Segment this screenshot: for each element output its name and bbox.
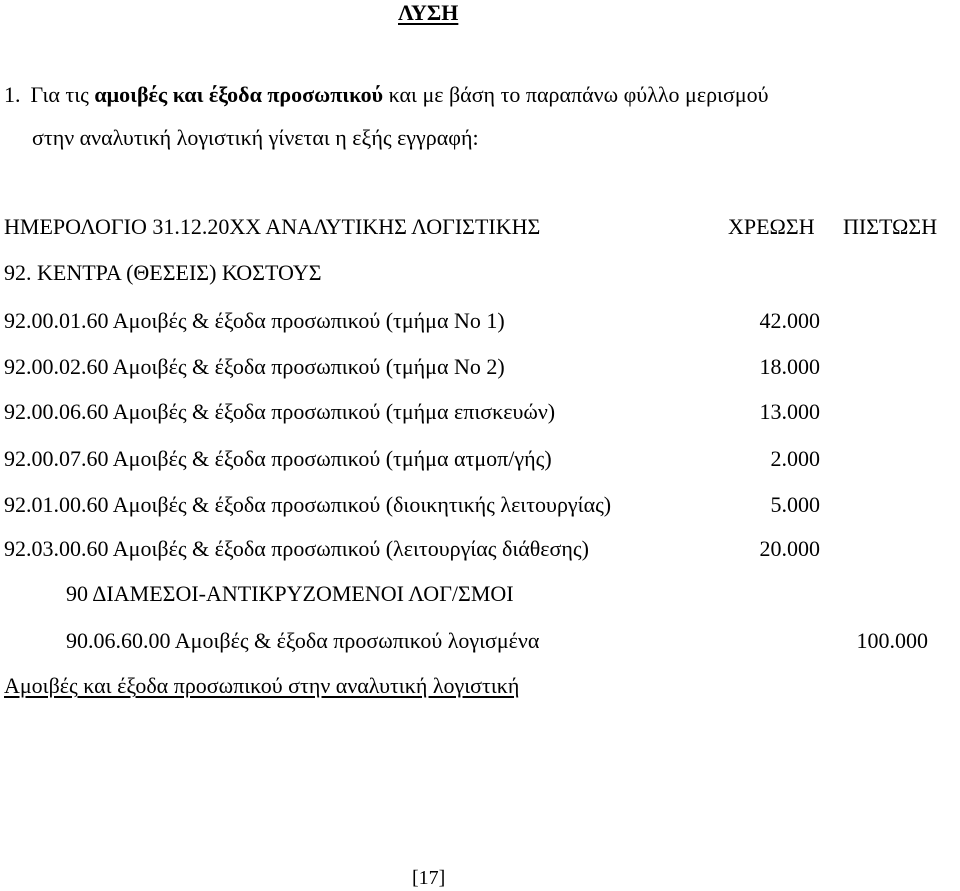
credit-line-account: 90.06.60.00 Αμοιβές & έξοδα προσωπικού λογισμένα [66, 628, 540, 653]
debit-line-account: 92.00.02.60 Αμοιβές & έξοδα προσωπικού (τμήμα Νο 2) [4, 354, 505, 379]
debit-line-account: 92.03.00.60 Αμοιβές & έξοδα προσωπικού (λειτουργίας διάθεσης) [4, 536, 589, 561]
debit-line-amount: 2.000 [770, 446, 820, 471]
page-heading: ΛΥΣΗ [398, 0, 459, 25]
debit-line-amount: 18.000 [759, 354, 820, 379]
intro-line-2: στην αναλυτική λογιστική γίνεται η εξής εγγραφή: [32, 125, 479, 150]
journal-header-debit: ΧΡΕΩΣΗ [728, 214, 815, 239]
entry-description: Αμοιβές και έξοδα προσωπικού στην αναλυτική λογιστική [4, 673, 520, 698]
debit-line-amount: 42.000 [759, 308, 820, 333]
account-group-92: 92. ΚΕΝΤΡΑ (ΘΕΣΕΙΣ) ΚΟΣΤΟΥΣ [4, 260, 322, 285]
debit-line-amount: 5.000 [770, 492, 820, 517]
debit-line-account: 92.00.06.60 Αμοιβές & έξοδα προσωπικού (τμήμα επισκευών) [4, 399, 556, 424]
journal-header-credit: ΠΙΣΤΩΣΗ [843, 214, 938, 239]
debit-line-account: 92.00.07.60 Αμοιβές & έξοδα προσωπικού (τμήμα ατμοπ/γής) [4, 446, 552, 471]
account-group-90: 90 ΔΙΑΜΕΣΟΙ-ΑΝΤΙΚΡΥΖΟΜΕΝΟΙ ΛΟΓ/ΣΜΟΙ [66, 581, 514, 606]
intro-number: 1. [4, 82, 21, 107]
debit-line-amount: 20.000 [759, 536, 820, 561]
debit-line-account: 92.00.01.60 Αμοιβές & έξοδα προσωπικού (τμήμα Νο 1) [4, 308, 505, 333]
journal-header-title: ΗΜΕΡΟΛΟΓΙΟ 31.12.20ΧΧ ΑΝΑΛΥΤΙΚΗΣ ΛΟΓΙΣΤΙΚΗΣ [4, 214, 541, 239]
credit-line-amount: 100.000 [856, 628, 928, 653]
intro-text-part1: Για τις [30, 82, 95, 107]
debit-line-account: 92.01.00.60 Αμοιβές & έξοδα προσωπικού (διοικητικής λειτουργίας) [4, 492, 612, 517]
intro-text-part2: και με βάση το παραπάνω φύλλο μερισμού [383, 82, 769, 107]
page-number: [17] [412, 867, 446, 889]
intro-line-1 [4, 84, 769, 106]
debit-line-amount: 13.000 [759, 399, 820, 424]
intro-text-bold: αμοιβές και έξοδα προσωπικού [94, 82, 384, 107]
